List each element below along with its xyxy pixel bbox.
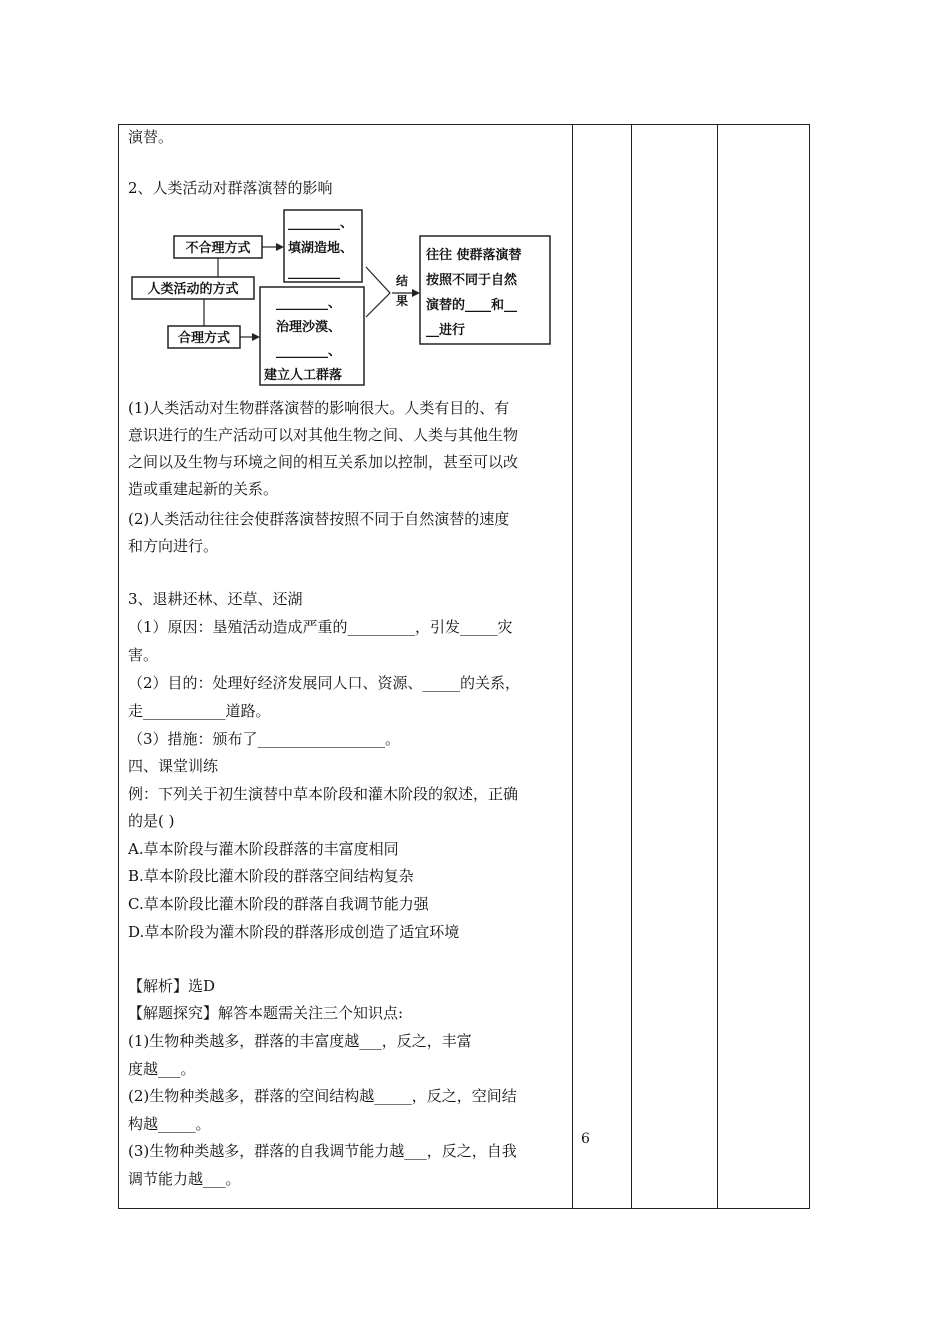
- section-heading: 四、课堂训练: [128, 757, 219, 775]
- section-heading: 3、退耕还林、还草、还湖: [128, 590, 303, 608]
- blank-line: ________、: [288, 216, 354, 231]
- text-line: 【解析】选D: [128, 977, 216, 995]
- text-line: 例：下列关于初生演替中草本阶段和灌木阶段的叙述，正确: [128, 785, 519, 803]
- example-text: 治理沙漠、: [276, 320, 342, 335]
- example-text: 填湖造地、: [288, 241, 354, 256]
- text-line: (2)生物种类越多，群落的空间结构越_____，反之，空间结: [128, 1087, 517, 1105]
- text-line: 【解题探究】解答本题需关注三个知识点:: [128, 1004, 404, 1022]
- example-text: 建立人工群落: [264, 368, 343, 383]
- text-line: 意识进行的生产活动可以对其他生物之间、人类与其他生物: [128, 426, 519, 444]
- answer-option: D.草本阶段为灌木阶段的群落形成创造了适宜环境: [128, 923, 460, 941]
- chevron-icon: [366, 267, 390, 317]
- table-column-divider: [631, 124, 632, 1209]
- arrowhead-icon: [252, 333, 260, 341]
- text-line: 构越_____。: [128, 1115, 211, 1133]
- answer-option: B.草本阶段比灌木阶段的群落空间结构复杂: [128, 867, 414, 885]
- outcome-text: 演替的____和__: [426, 298, 518, 313]
- arrowhead-icon: [276, 243, 284, 251]
- text-line: 和方向进行。: [128, 537, 219, 555]
- answer-option: A.草本阶段与灌木阶段群落的丰富度相同: [128, 840, 399, 858]
- table-column-divider: [717, 124, 718, 1209]
- text-line: （2）目的：处理好经济发展同人口、资源、_____的关系，: [128, 674, 521, 692]
- text-line: (1)生物种类越多，群落的丰富度越___，反之，丰富: [128, 1032, 472, 1050]
- text-line: 造或重建起新的关系。: [128, 480, 279, 498]
- blank-line: ________: [288, 265, 340, 280]
- outcome-text: __进行: [426, 323, 466, 338]
- outcome-text: 往往 使群落演替: [426, 248, 522, 263]
- result-label: 结: [396, 274, 409, 288]
- text-line: 的是( ): [128, 812, 175, 830]
- text-line: （3）措施：颁布了_________________。: [128, 730, 401, 748]
- arrowhead-icon: [412, 289, 420, 297]
- text-line: 度越___。: [128, 1060, 196, 1078]
- blank-line: ________、: [276, 296, 342, 311]
- text-line: （1）原因：垦殖活动造成严重的_________，引发_____灾: [128, 618, 513, 636]
- text-line: 之间以及生物与环境之间的相互关系加以控制，甚至可以改: [128, 453, 519, 471]
- text-line: 害。: [128, 646, 159, 664]
- human-ways-label: 人类活动的方式: [147, 282, 239, 297]
- section-heading: 2、人类活动对群落演替的影响: [128, 179, 333, 197]
- blank-line: ________、: [276, 344, 342, 359]
- page-number: 6: [581, 1131, 590, 1147]
- answer-option: C.草本阶段比灌木阶段的群落自我调节能力强: [128, 895, 429, 913]
- unreasonable-label: 不合理方式: [185, 241, 251, 256]
- text-line: (1)人类活动对生物群落演替的影响很大。人类有目的、有: [128, 399, 510, 417]
- human-activity-diagram: [128, 205, 560, 390]
- result-label: 果: [396, 294, 409, 308]
- reasonable-label: 合理方式: [177, 331, 231, 346]
- text-line: (3)生物种类越多，群落的自我调节能力越___，反之，自我: [128, 1142, 517, 1160]
- outcome-text: 按照不同于自然: [426, 273, 518, 288]
- text-line: 走___________道路。: [128, 702, 271, 720]
- table-column-divider: [572, 124, 573, 1209]
- text-line: (2)人类活动往往会使群落演替按照不同于自然演替的速度: [128, 510, 510, 528]
- text-line: 调节能力越___。: [128, 1170, 241, 1188]
- text-line: 演替。: [128, 128, 174, 146]
